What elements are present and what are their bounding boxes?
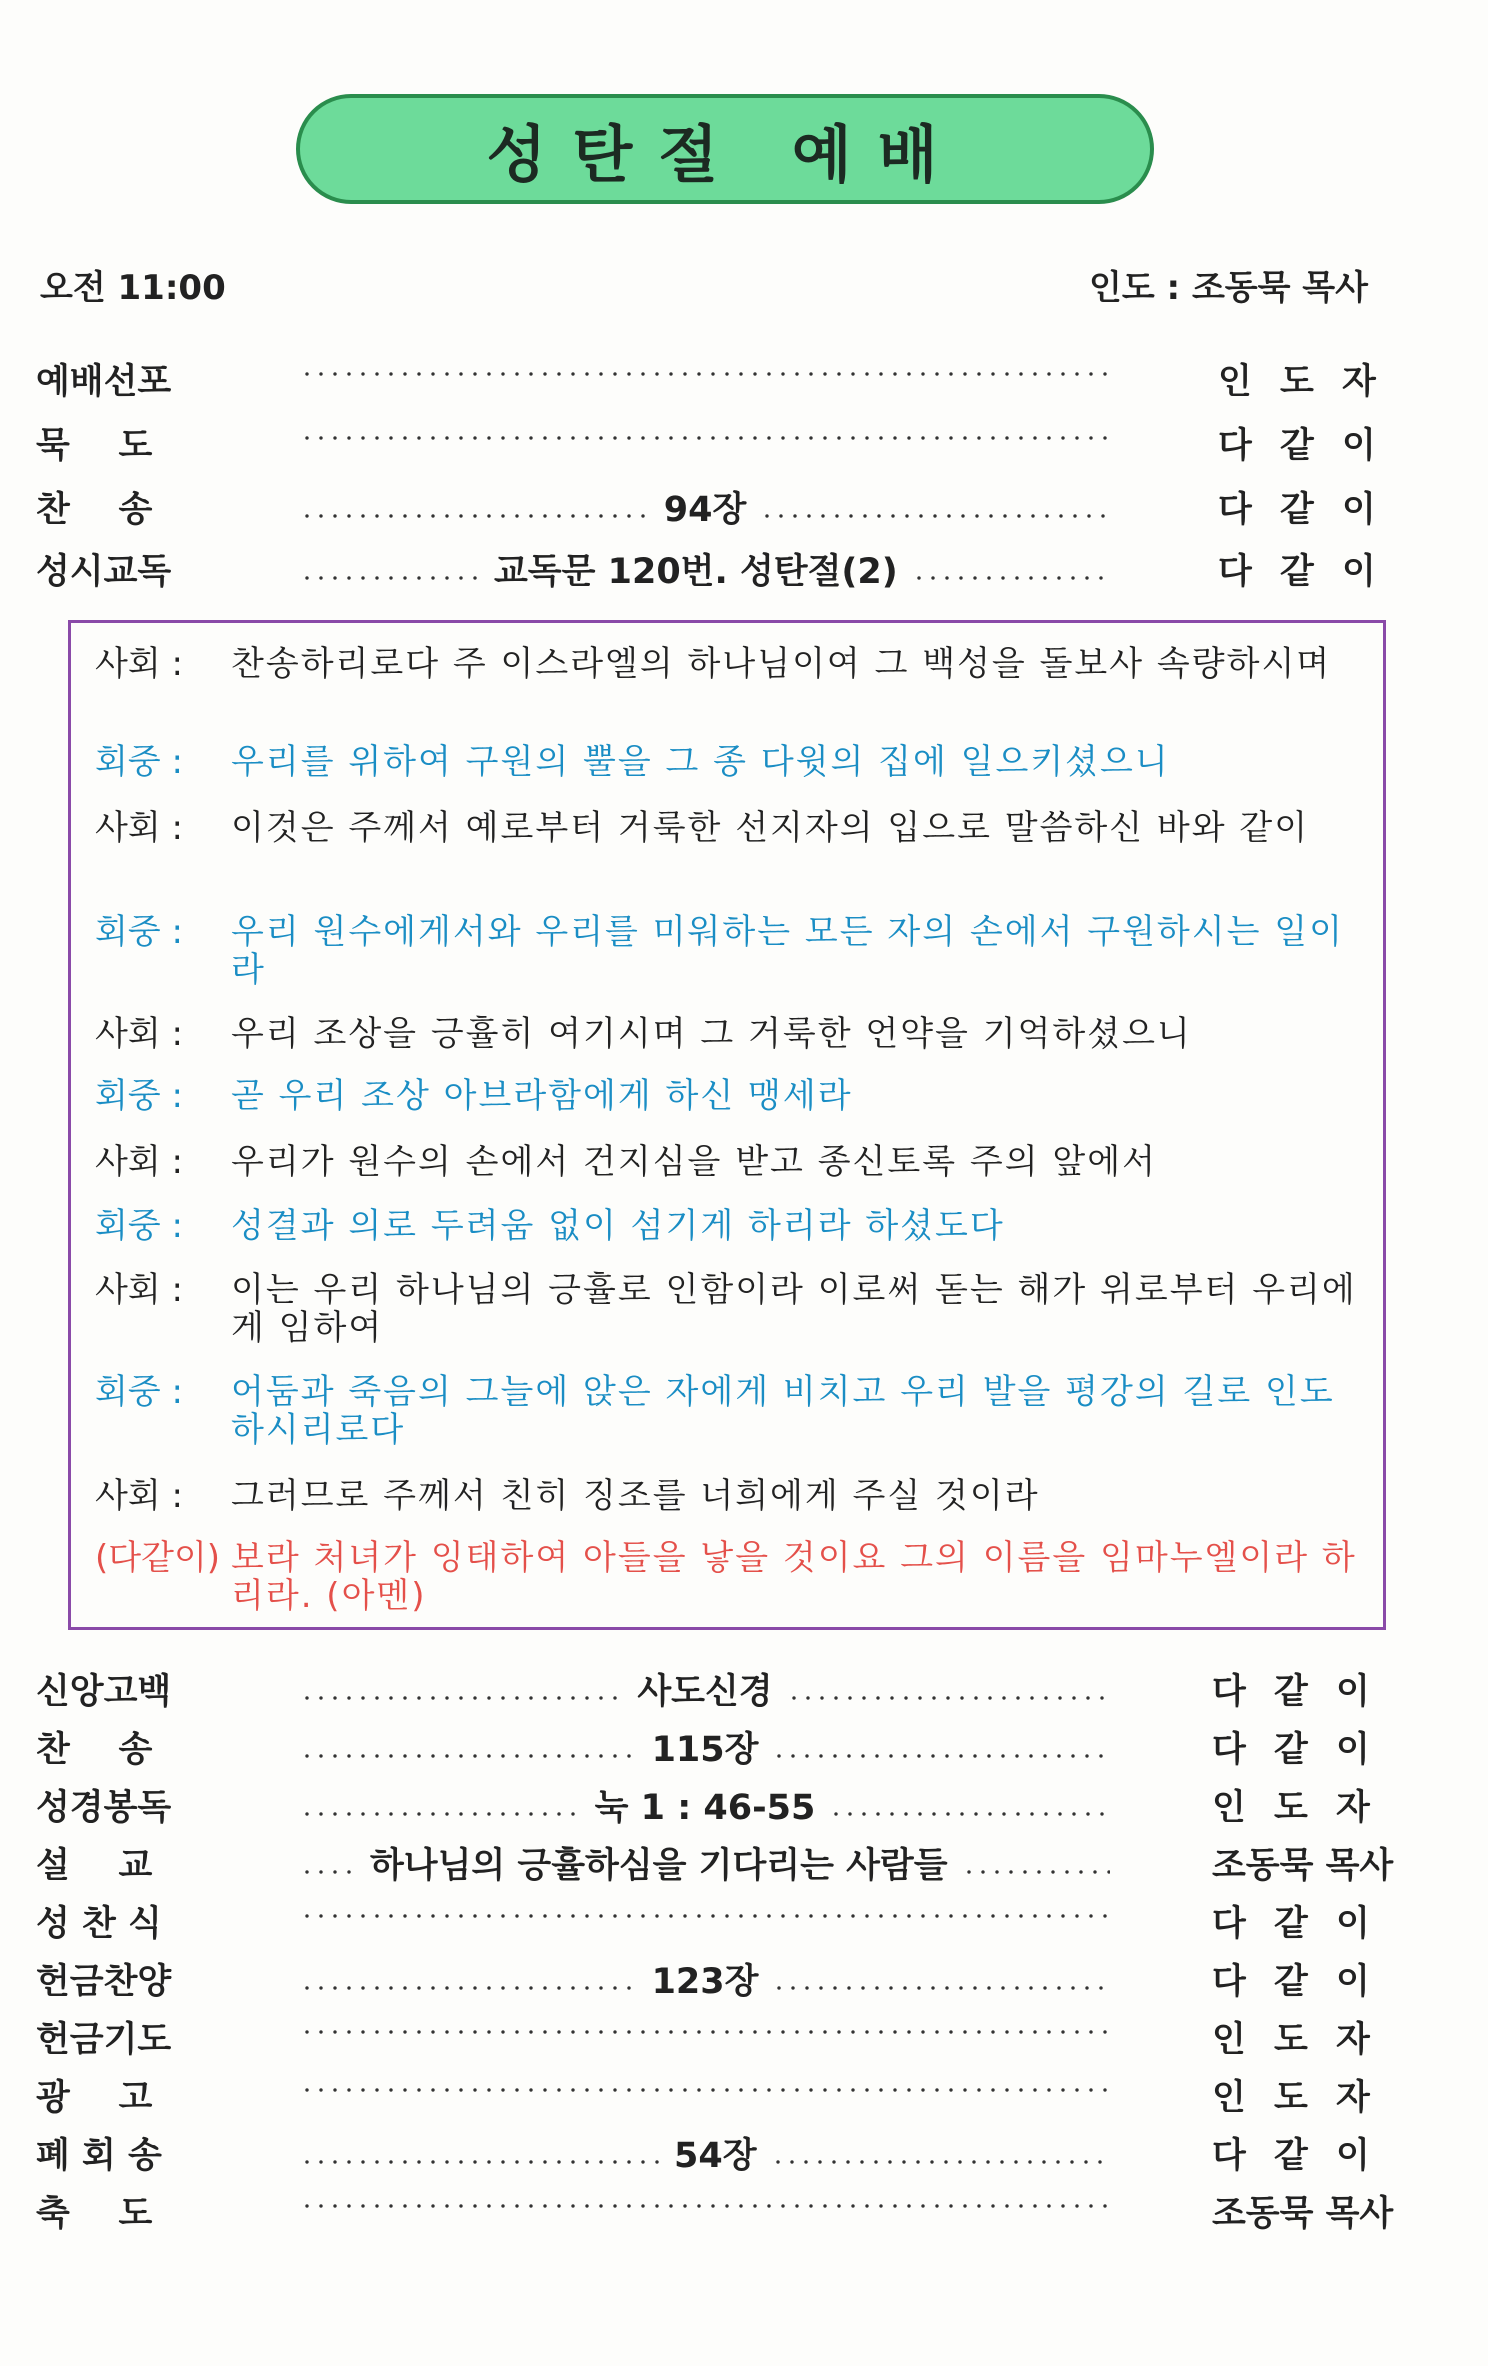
order-item <box>0 1888 1488 1944</box>
reading-speaker: 회중 : <box>95 1372 183 1412</box>
reading-line <box>95 1143 1365 1181</box>
reading-line <box>95 1539 1365 1615</box>
item-detail: 94장 <box>663 490 747 530</box>
reading-speaker: (다같이) <box>95 1538 221 1578</box>
reading-line <box>95 1207 1365 1245</box>
responsive-reading <box>68 620 1386 1630</box>
item-label: 성 찬 식 <box>36 1904 162 1944</box>
order-item <box>0 2004 1488 2060</box>
item-label: 성경봉독 <box>36 1788 172 1828</box>
reading-text: 우리를 위하여 구원의 뿔을 그 종 다윗의 집에 일으키셨으니 <box>231 742 1170 782</box>
reading-line <box>95 1477 1365 1515</box>
order-item <box>0 1772 1488 1828</box>
item-responsible: 인 도 자 <box>1212 1788 1378 1828</box>
reading-text: 성결과 의로 두려움 없이 섬기게 하리라 하셨도다 <box>231 1206 1005 1246</box>
item-responsible: 다 같 이 <box>1218 426 1384 466</box>
item-responsible: 다 같 이 <box>1212 1904 1378 1944</box>
reading-line <box>95 913 1365 989</box>
order-item <box>0 410 1488 466</box>
dot-leader <box>300 2186 1110 2208</box>
item-label: 헌금기도 <box>36 2020 172 2060</box>
order-item <box>0 2178 1488 2234</box>
item-detail: 123장 <box>651 1962 759 2002</box>
dot-leader <box>300 418 1110 440</box>
item-detail: 하나님의 긍휼하심을 기다리는 사람들 <box>370 1846 948 1886</box>
reading-line <box>95 743 1365 781</box>
item-responsible: 다 같 이 <box>1212 2136 1378 2176</box>
reading-line <box>95 1015 1365 1053</box>
page-title: 성탄절 예배 <box>486 117 964 191</box>
dot-leader <box>300 1722 1110 1772</box>
reading-speaker: 사회 : <box>95 1142 183 1182</box>
reading-text: 우리 조상을 긍휼히 여기시며 그 거룩한 언약을 기억하셨으니 <box>231 1014 1192 1054</box>
reading-text: 이는 우리 하나님의 긍휼로 인함이라 이로써 돋는 해가 위로부터 우리에게 임하여 <box>231 1270 1357 1348</box>
item-label: 설 교 <box>36 1846 153 1886</box>
item-responsible: 다 같 이 <box>1212 1730 1378 1770</box>
reading-text: 우리 원수에게서와 우리를 미워하는 모든 자의 손에서 구원하시는 일이라 <box>231 912 1344 990</box>
item-label: 찬 송 <box>36 1730 153 1770</box>
service-time: 오전 11:00 <box>40 268 226 308</box>
reading-text: 우리가 원수의 손에서 건지심을 받고 종신토록 주의 앞에서 <box>231 1142 1157 1182</box>
dot-leader <box>300 1954 1110 2004</box>
reading-speaker: 사회 : <box>95 1270 183 1310</box>
reading-text: 곧 우리 조상 아브라함에게 하신 맹세라 <box>231 1076 853 1116</box>
order-item <box>0 1946 1488 2002</box>
dot-leader <box>300 2012 1110 2034</box>
item-responsible: 조동묵 목사 <box>1212 1846 1394 1886</box>
item-responsible: 다 같 이 <box>1212 1672 1378 1712</box>
item-detail: 115장 <box>651 1730 759 1770</box>
reading-line <box>95 1077 1365 1115</box>
item-label: 광 고 <box>36 2078 153 2118</box>
item-label: 찬 송 <box>36 490 153 530</box>
order-item <box>0 2062 1488 2118</box>
item-responsible: 다 같 이 <box>1218 552 1384 592</box>
dot-leader <box>300 482 1110 532</box>
reading-speaker: 회중 : <box>95 912 183 952</box>
reading-line <box>95 809 1365 847</box>
item-detail: 사도신경 <box>637 1672 773 1712</box>
reading-line <box>95 1373 1365 1449</box>
item-label: 성시교독 <box>36 552 172 592</box>
reading-text: 찬송하리로다 주 이스라엘의 하나님이여 그 백성을 돌보사 속량하시며 <box>231 644 1332 684</box>
reading-text: 그러므로 주께서 친히 징조를 너희에게 주실 것이라 <box>231 1476 1040 1516</box>
service-leader: 인도 : 조동묵 목사 <box>1088 268 1368 308</box>
item-label: 신앙고백 <box>36 1672 172 1712</box>
dot-leader <box>300 2128 1110 2178</box>
dot-leader <box>300 1896 1110 1918</box>
item-label: 축 도 <box>36 2194 153 2234</box>
order-item <box>0 1714 1488 1770</box>
reading-speaker: 사회 : <box>95 644 183 684</box>
reading-speaker: 사회 : <box>95 808 183 848</box>
reading-speaker: 회중 : <box>95 1206 183 1246</box>
item-label: 폐 회 송 <box>36 2136 162 2176</box>
item-responsible: 인 도 자 <box>1218 362 1384 402</box>
order-item <box>0 474 1488 530</box>
title-banner <box>296 94 1154 204</box>
item-responsible: 인 도 자 <box>1212 2078 1378 2118</box>
dot-leader <box>300 2070 1110 2092</box>
dot-leader <box>300 354 1110 376</box>
item-responsible: 인 도 자 <box>1212 2020 1378 2060</box>
order-item <box>0 1830 1488 1886</box>
item-label: 묵 도 <box>36 426 153 466</box>
item-label: 예배선포 <box>36 362 172 402</box>
reading-text: 보라 처녀가 잉태하여 아들을 낳을 것이요 그의 이름을 임마누엘이라 하리라. (아멘) <box>231 1538 1357 1616</box>
item-detail: 눅 1 : 46-55 <box>594 1788 816 1828</box>
reading-speaker: 회중 : <box>95 742 183 782</box>
reading-line <box>95 1271 1365 1347</box>
item-detail: 교독문 120번. 성탄절(2) <box>494 552 898 592</box>
dot-leader <box>300 1838 1110 1888</box>
item-detail: 54장 <box>674 2136 757 2176</box>
reading-speaker: 사회 : <box>95 1014 183 1054</box>
dot-leader <box>300 1664 1110 1714</box>
dot-leader <box>300 1780 1110 1830</box>
item-label: 헌금찬양 <box>36 1962 172 2002</box>
dot-leader <box>300 544 1110 594</box>
reading-line <box>95 645 1365 683</box>
reading-text: 이것은 주께서 예로부터 거룩한 선지자의 입으로 말씀하신 바와 같이 <box>231 808 1310 848</box>
item-responsible: 다 같 이 <box>1218 490 1384 530</box>
item-responsible: 조동묵 목사 <box>1212 2194 1394 2234</box>
order-item <box>0 536 1488 592</box>
reading-text: 어둠과 죽음의 그늘에 앉은 자에게 비치고 우리 발을 평강의 길로 인도하시리로다 <box>231 1372 1335 1450</box>
item-responsible: 다 같 이 <box>1212 1962 1378 2002</box>
order-item <box>0 2120 1488 2176</box>
order-item <box>0 1656 1488 1712</box>
order-item <box>0 346 1488 402</box>
reading-speaker: 회중 : <box>95 1076 183 1116</box>
reading-speaker: 사회 : <box>95 1476 183 1516</box>
